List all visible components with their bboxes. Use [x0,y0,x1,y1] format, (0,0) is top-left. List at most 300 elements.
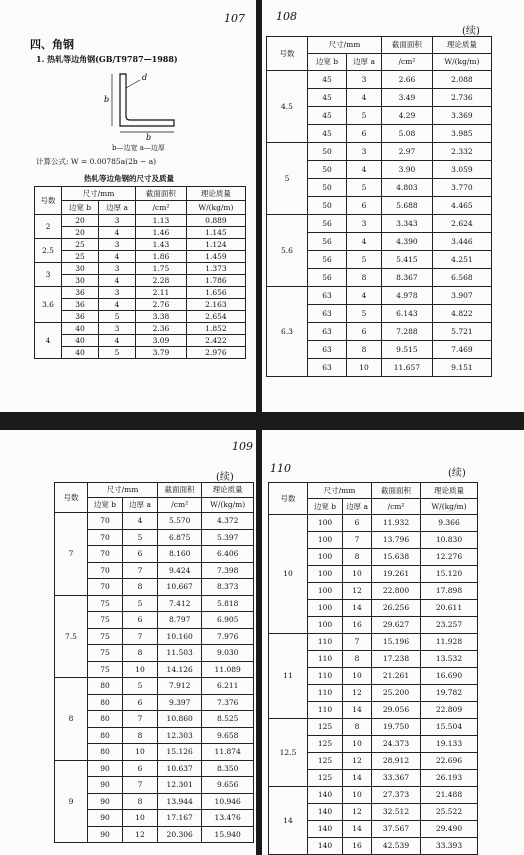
cell-mass: 9.658 [202,727,254,744]
section-title: 四、角钢 [30,38,74,51]
cell-mass: 1.145 [186,227,245,239]
cell-area: 11.657 [382,359,433,377]
cell-mass: 22.809 [420,702,477,719]
cell-a: 10 [347,359,382,377]
cell-area: 10.160 [158,628,202,645]
header-no: 号数 [35,187,62,215]
cell-b: 125 [308,770,343,787]
table-body [267,71,492,377]
cell-b: 140 [308,787,343,804]
cell-b: 90 [88,793,123,810]
cell-area: 1.46 [136,227,187,239]
header-a: 边厚 a [343,499,372,515]
cell-b: 100 [308,549,343,566]
cell-area: 6.143 [382,305,433,323]
cell-b: 140 [308,838,343,855]
cell-no: 14 [269,787,308,855]
cell-area: 15.638 [372,549,421,566]
cell-area: 2.66 [382,71,433,89]
header-no: 号数 [267,37,308,71]
cell-area: 33.367 [372,770,421,787]
table-body [35,215,246,359]
cell-a: 8 [347,269,382,287]
page-107 [0,0,256,412]
cell-b: 40 [62,335,99,347]
cell-a: 4 [99,299,136,311]
cell-mass: 7.376 [202,694,254,711]
cell-b: 63 [308,287,347,305]
page-number: 107 [224,12,245,25]
table-row [35,215,246,227]
cell-mass: 15.940 [202,826,254,843]
cell-b: 70 [88,546,123,563]
cell-area: 2.76 [136,299,187,311]
table-row [35,239,246,251]
cell-mass: 13.476 [202,810,254,827]
cell-b: 50 [308,143,347,161]
cell-mass: 16.690 [420,668,477,685]
cell-area: 3.38 [136,311,187,323]
cell-area: 8.367 [382,269,433,287]
cell-b: 80 [88,711,123,728]
cell-a: 12 [343,583,372,600]
cell-a: 6 [123,612,158,629]
cell-a: 5 [99,347,136,359]
cell-area: 12.303 [158,727,202,744]
cell-mass: 29.490 [420,821,477,838]
table-caption: 热轧等边角钢的尺寸及质量 [84,174,174,183]
cell-no: 3.6 [35,287,62,323]
table-row [35,347,246,359]
cell-area: 2.11 [136,287,187,299]
continued-label: (续) [216,472,234,483]
table-body [55,513,254,843]
cell-area: 9.515 [382,341,433,359]
cell-a: 3 [347,143,382,161]
table-row [35,335,246,347]
steel-table [266,36,492,377]
cell-mass: 1.459 [186,251,245,263]
cell-mass: 15.120 [420,566,477,583]
cell-mass: 12.276 [420,549,477,566]
header-size: 尺寸/mm [88,483,158,498]
page-110 [262,430,524,855]
cell-area: 26.256 [372,600,421,617]
cell-b: 90 [88,777,123,794]
cell-a: 14 [343,821,372,838]
cell-a: 5 [123,678,158,695]
cell-a: 4 [99,275,136,287]
cell-a: 8 [347,341,382,359]
continued-label: (续) [462,26,480,37]
cell-a: 3 [99,263,136,275]
cell-b: 50 [308,161,347,179]
cell-area: 13.796 [372,532,421,549]
page-number: 108 [276,10,297,23]
cell-a: 5 [347,251,382,269]
cell-a: 5 [123,529,158,546]
cell-mass: 7.469 [432,341,491,359]
header-b: 边宽 b [308,54,347,71]
cell-b: 110 [308,651,343,668]
cell-b: 56 [308,269,347,287]
cell-b: 50 [308,179,347,197]
cell-no: 2 [35,215,62,239]
cell-b: 140 [308,821,343,838]
cell-mass: 5.818 [202,595,254,612]
cell-b: 25 [62,251,99,263]
cell-a: 8 [343,719,372,736]
header-area-unit: /cm² [136,201,187,215]
cell-b: 63 [308,305,347,323]
header-size: 尺寸/mm [308,37,382,54]
table-row [55,513,254,530]
steel-table [54,482,254,843]
header-area: 截面面积 [136,187,187,201]
cell-area: 9.424 [158,562,202,579]
cell-area: 42.539 [372,838,421,855]
cell-a: 6 [347,323,382,341]
cell-b: 45 [308,71,347,89]
cell-mass: 21.488 [420,787,477,804]
cell-mass: 33.393 [420,838,477,855]
cell-mass: 8.373 [202,579,254,596]
cell-area: 28.912 [372,753,421,770]
cell-b: 36 [62,299,99,311]
cell-b: 63 [308,323,347,341]
cell-a: 6 [123,694,158,711]
cell-area: 17.167 [158,810,202,827]
cell-mass: 9.030 [202,645,254,662]
cell-mass: 3.059 [432,161,491,179]
cell-area: 4.390 [382,233,433,251]
cell-area: 27.373 [372,787,421,804]
cell-b: 90 [88,760,123,777]
cell-mass: 22.696 [420,753,477,770]
cell-a: 8 [123,793,158,810]
cell-no: 9 [55,760,88,843]
table-body [269,515,478,855]
header-mass-unit: W/(kg/m) [432,54,491,71]
cell-mass: 1.124 [186,239,245,251]
header-mass-unit: W/(kg/m) [186,201,245,215]
cell-area: 20.306 [158,826,202,843]
cell-b: 40 [62,323,99,335]
cell-a: 5 [347,305,382,323]
cell-area: 4.29 [382,107,433,125]
cell-b: 75 [88,612,123,629]
cell-mass: 7.976 [202,628,254,645]
cell-b: 125 [308,753,343,770]
cell-area: 17.238 [372,651,421,668]
cell-area: 7.412 [158,595,202,612]
cell-area: 19.750 [372,719,421,736]
cell-mass: 6.406 [202,546,254,563]
cell-area: 3.49 [382,89,433,107]
cell-mass: 15.504 [420,719,477,736]
angle-steel-diagram [100,66,220,141]
cell-mass: 10.830 [420,532,477,549]
header-b: 边宽 b [88,498,123,513]
cell-a: 14 [343,770,372,787]
continued-label: (续) [448,468,466,479]
cell-mass: 11.874 [202,744,254,761]
table-row [35,287,246,299]
cell-a: 4 [347,287,382,305]
cell-b: 80 [88,727,123,744]
formula: 计算公式: W = 0.00785a(2b − a) [36,157,157,166]
cell-a: 12 [123,826,158,843]
cell-b: 56 [308,215,347,233]
cell-mass: 9.366 [420,515,477,532]
cell-mass: 9.656 [202,777,254,794]
cell-area: 3.90 [382,161,433,179]
header-area-unit: /cm² [158,498,202,513]
cell-b: 20 [62,227,99,239]
header-b: 边宽 b [308,499,343,515]
cell-b: 50 [308,197,347,215]
page-number: 109 [232,440,253,453]
cell-mass: 7.398 [202,562,254,579]
cell-area: 13.944 [158,793,202,810]
cell-area: 1.43 [136,239,187,251]
cell-b: 70 [88,562,123,579]
cell-b: 100 [308,617,343,634]
cell-area: 9.397 [158,694,202,711]
cell-mass: 5.397 [202,529,254,546]
header-area: 截面面积 [382,37,433,54]
cell-b: 63 [308,359,347,377]
cell-area: 21.261 [372,668,421,685]
cell-area: 2.28 [136,275,187,287]
cell-no: 5 [267,143,308,215]
cell-no: 8 [55,678,88,761]
diagram-label-b-side: b [104,95,110,104]
cell-a: 10 [123,661,158,678]
cell-mass: 23.257 [420,617,477,634]
cell-b: 110 [308,702,343,719]
cell-area: 12.301 [158,777,202,794]
header-mass: 理论质量 [432,37,491,54]
cell-area: 10.637 [158,760,202,777]
cell-area: 14.126 [158,661,202,678]
cell-area: 3.343 [382,215,433,233]
cell-no: 6.3 [267,287,308,377]
cell-a: 4 [347,233,382,251]
table-row [269,787,478,804]
cell-area: 11.503 [158,645,202,662]
cell-mass: 3.446 [432,233,491,251]
cell-area: 8.160 [158,546,202,563]
steel-table [268,482,478,855]
table-row [35,251,246,263]
cell-b: 80 [88,678,123,695]
cell-mass: 3.770 [432,179,491,197]
cell-b: 36 [62,287,99,299]
cell-mass: 1.656 [186,287,245,299]
table-row [35,263,246,275]
cell-area: 22.800 [372,583,421,600]
cell-mass: 8.525 [202,711,254,728]
table-row [267,215,492,233]
cell-mass: 11.928 [420,634,477,651]
header-b: 边宽 b [62,201,99,215]
header-area: 截面面积 [158,483,202,498]
cell-a: 10 [343,668,372,685]
cell-a: 4 [99,335,136,347]
cell-mass: 1.786 [186,275,245,287]
cell-a: 4 [347,161,382,179]
cell-b: 70 [88,529,123,546]
table-row [35,227,246,239]
cell-mass: 3.907 [432,287,491,305]
table-row [35,323,246,335]
header-size: 尺寸/mm [62,187,136,201]
cell-a: 12 [343,804,372,821]
cell-b: 25 [62,239,99,251]
cell-mass: 19.782 [420,685,477,702]
cell-area: 29.627 [372,617,421,634]
cell-b: 125 [308,736,343,753]
cell-area: 32.512 [372,804,421,821]
cell-b: 90 [88,826,123,843]
cell-b: 45 [308,89,347,107]
cell-b: 100 [308,532,343,549]
subsection-title: 1. 热轧等边角钢(GB/T9787—1988) [36,54,178,64]
diagram-label-b-bottom: b [146,133,152,141]
cell-a: 8 [123,579,158,596]
cell-mass: 4.251 [432,251,491,269]
steel-table [34,186,246,359]
cell-area: 2.36 [136,323,187,335]
cell-area: 15.196 [372,634,421,651]
cell-a: 8 [123,727,158,744]
cell-a: 7 [123,777,158,794]
cell-b: 75 [88,628,123,645]
cell-mass: 2.088 [432,71,491,89]
cell-a: 4 [99,251,136,263]
cell-mass: 2.332 [432,143,491,161]
page-number: 110 [270,462,291,475]
cell-area: 5.415 [382,251,433,269]
cell-b: 140 [308,804,343,821]
cell-mass: 13.532 [420,651,477,668]
table-row [35,311,246,323]
header-mass-unit: W/(kg/m) [202,498,254,513]
cell-a: 5 [347,107,382,125]
cell-a: 3 [99,287,136,299]
cell-a: 10 [343,787,372,804]
cell-area: 37.567 [372,821,421,838]
cell-mass: 4.822 [432,305,491,323]
cell-area: 24.373 [372,736,421,753]
cell-b: 56 [308,233,347,251]
cell-b: 63 [308,341,347,359]
table-row [55,678,254,695]
cell-area: 7.912 [158,678,202,695]
cell-area: 1.75 [136,263,187,275]
cell-mass: 1.373 [186,263,245,275]
cell-a: 16 [343,617,372,634]
header-area: 截面面积 [372,483,421,499]
cell-no: 2.5 [35,239,62,263]
cell-a: 3 [99,215,136,227]
header-a: 边厚 a [99,201,136,215]
cell-mass: 2.654 [186,311,245,323]
cell-a: 6 [123,546,158,563]
cell-a: 6 [123,760,158,777]
page-109 [0,430,256,855]
cell-b: 20 [62,215,99,227]
cell-a: 3 [99,239,136,251]
cell-b: 110 [308,634,343,651]
cell-a: 8 [343,549,372,566]
cell-no: 7 [55,513,88,596]
cell-a: 3 [347,71,382,89]
cell-mass: 2.624 [432,215,491,233]
cell-b: 75 [88,661,123,678]
header-mass: 理论质量 [420,483,477,499]
cell-a: 7 [123,562,158,579]
cell-a: 4 [99,227,136,239]
cell-area: 5.688 [382,197,433,215]
cell-b: 36 [62,311,99,323]
cell-mass: 4.465 [432,197,491,215]
page-divider [0,412,524,430]
cell-b: 75 [88,645,123,662]
cell-a: 4 [123,513,158,530]
cell-a: 8 [123,645,158,662]
cell-b: 125 [308,719,343,736]
cell-mass: 5.721 [432,323,491,341]
cell-a: 16 [343,838,372,855]
cell-no: 5.6 [267,215,308,287]
dimension-legend: b—边宽 a—边厚 [112,144,165,152]
cell-mass: 2.976 [186,347,245,359]
cell-mass: 2.736 [432,89,491,107]
diagram-label-d: d [142,73,148,82]
cell-a: 7 [123,628,158,645]
cell-area: 8.797 [158,612,202,629]
cell-mass: 8.350 [202,760,254,777]
cell-area: 2.97 [382,143,433,161]
table-row [55,760,254,777]
header-area-unit: /cm² [382,54,433,71]
cell-mass: 6.211 [202,678,254,695]
cell-b: 30 [62,263,99,275]
cell-b: 80 [88,744,123,761]
cell-b: 110 [308,668,343,685]
cell-a: 5 [99,311,136,323]
cell-a: 14 [343,702,372,719]
header-a: 边厚 a [123,498,158,513]
cell-a: 3 [99,323,136,335]
cell-area: 10.860 [158,711,202,728]
cell-a: 5 [347,179,382,197]
cell-b: 45 [308,125,347,143]
table-row [269,634,478,651]
cell-a: 10 [123,810,158,827]
cell-area: 6.875 [158,529,202,546]
cell-b: 100 [308,600,343,617]
page-108 [262,0,524,412]
cell-mass: 20.611 [420,600,477,617]
cell-b: 100 [308,566,343,583]
cell-mass: 0.889 [186,215,245,227]
table-row [35,275,246,287]
cell-mass: 2.422 [186,335,245,347]
cell-mass: 25.522 [420,804,477,821]
